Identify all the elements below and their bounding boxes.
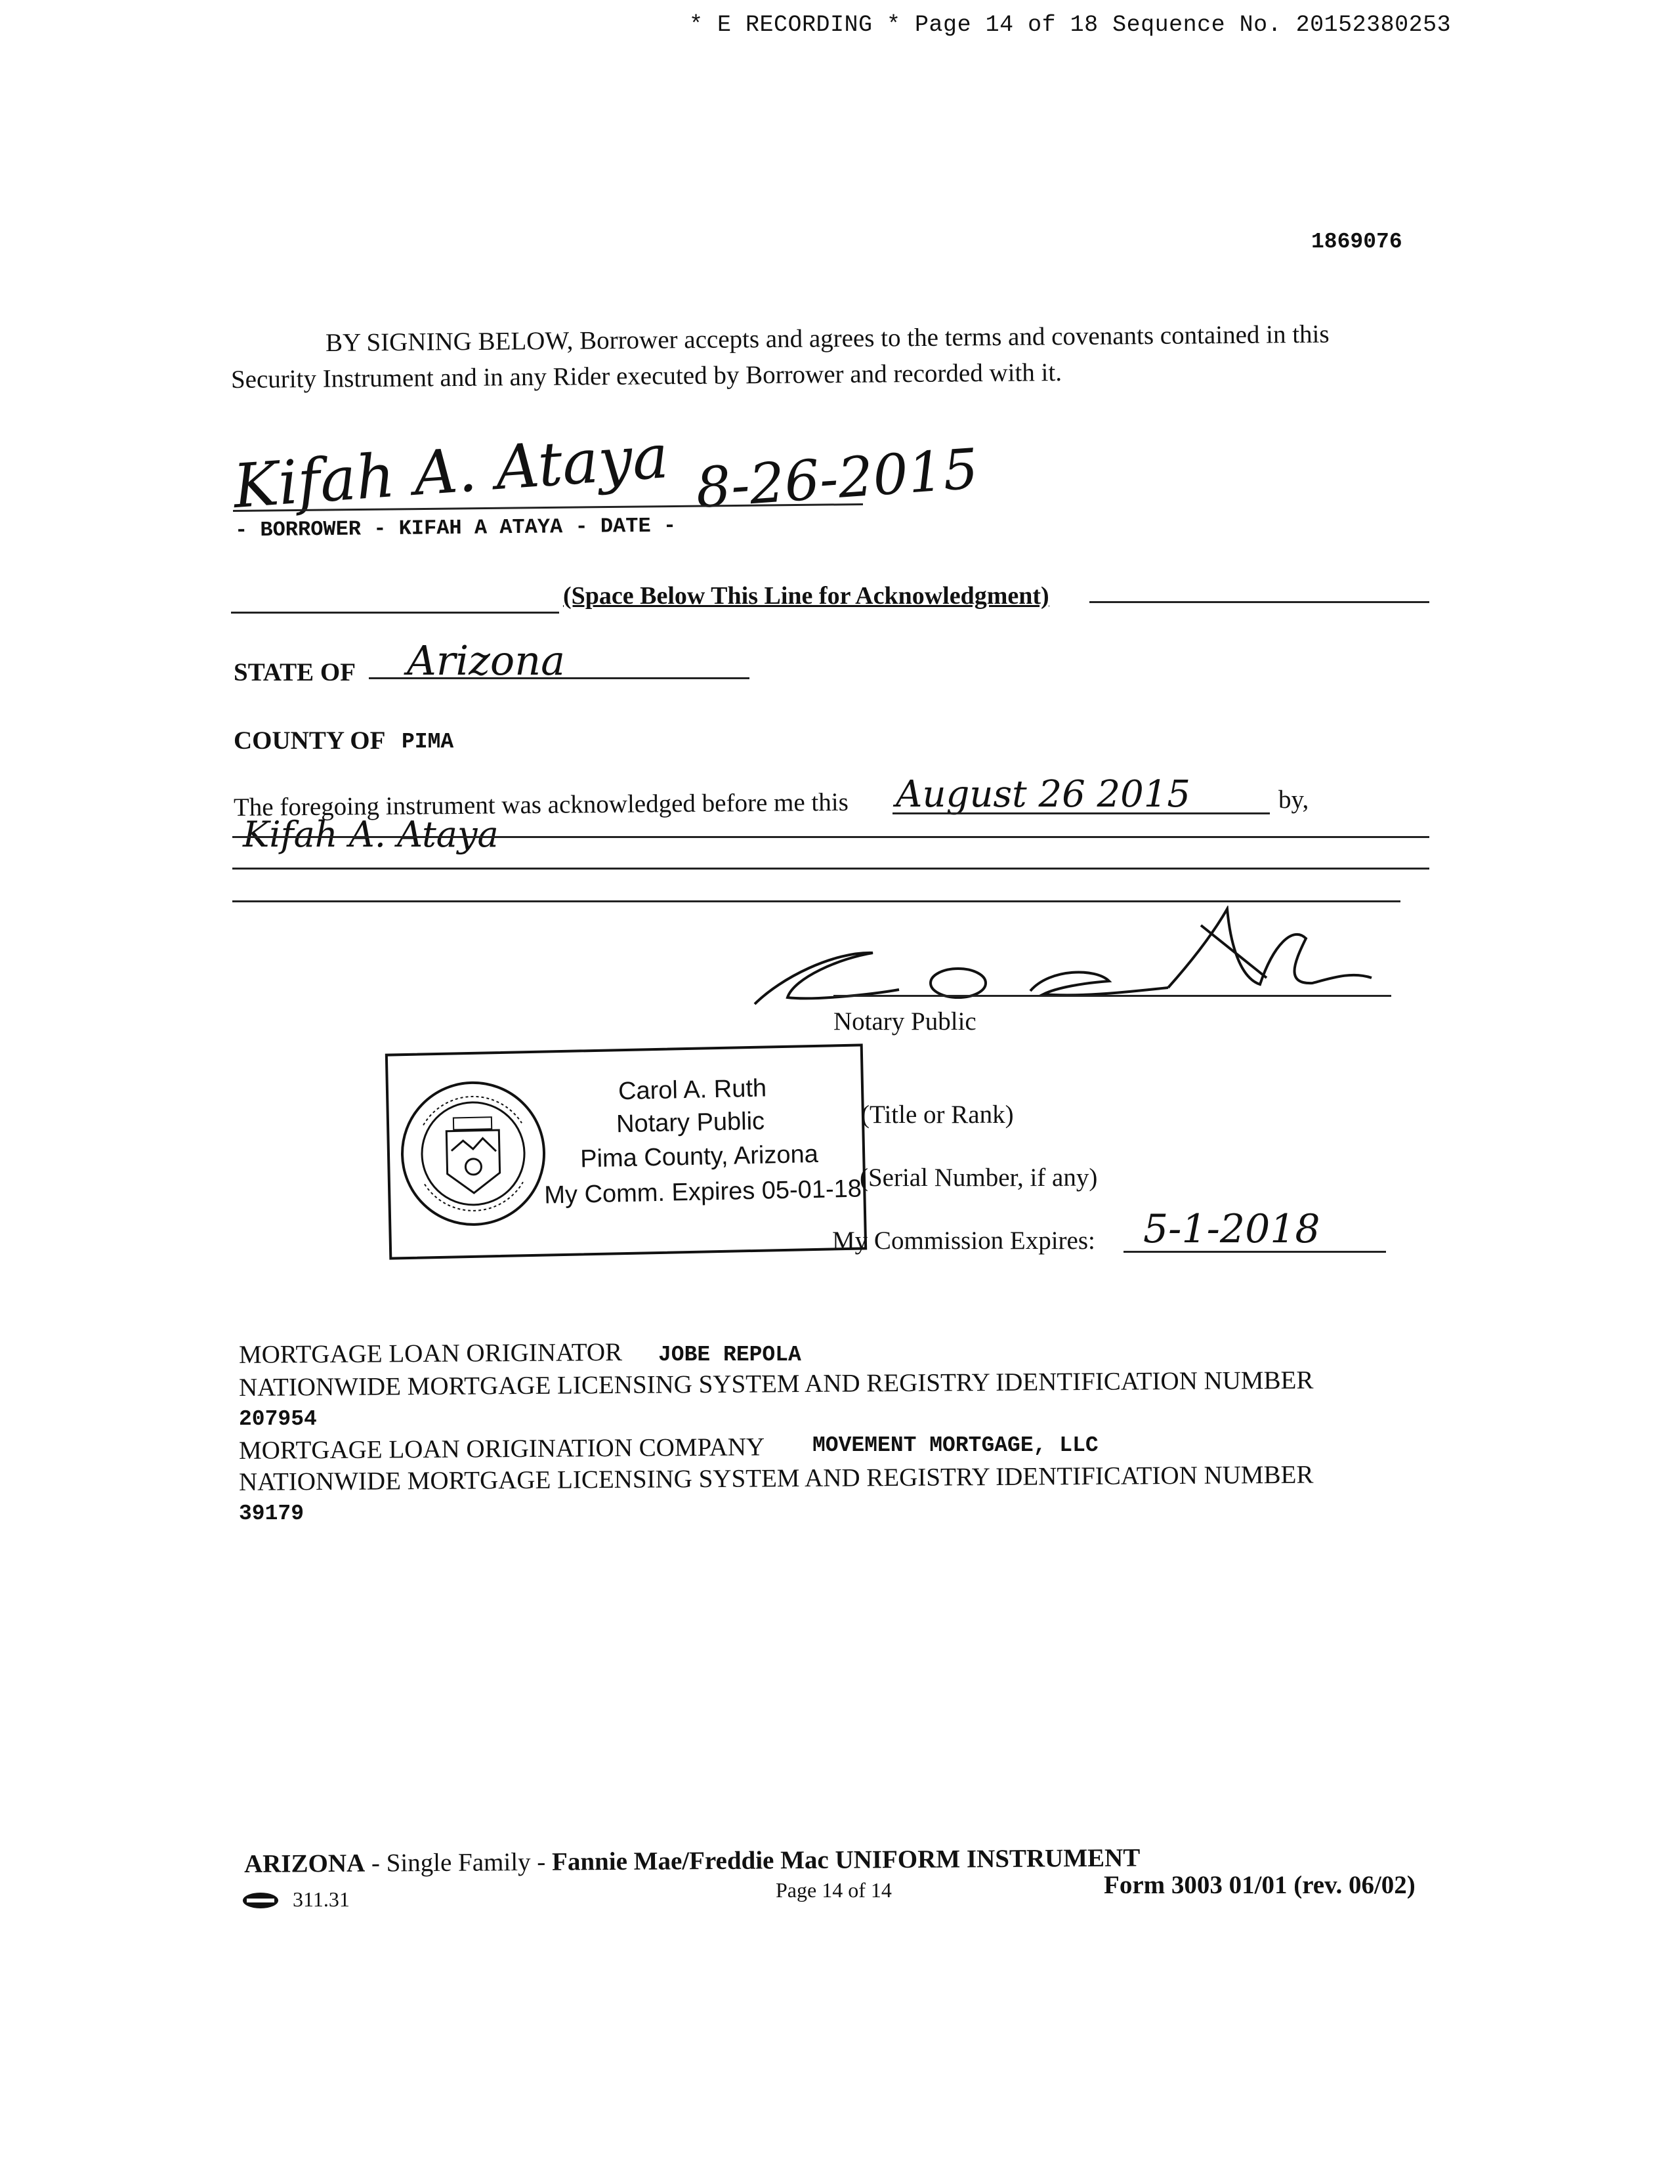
signature-caption: - BORROWER - KIFAH A ATAYA - DATE - <box>234 513 677 543</box>
name-line-2 <box>232 868 1429 870</box>
stamp-county: Pima County, Arizona <box>579 1140 819 1173</box>
state-value-line <box>369 677 749 679</box>
acknowledger-name: Kifah A. Ataya <box>243 814 499 855</box>
signing-text-line1: BY SIGNING BELOW, Borrower accepts and agrees to the terms and covenants contained in this <box>325 320 1330 357</box>
company-label: MORTGAGE LOAN ORIGINATION COMPANY <box>238 1433 765 1465</box>
commission-label: My Commission Expires: <box>832 1227 1095 1255</box>
name-line-3 <box>232 900 1400 902</box>
commission-value: 5-1-2018 <box>1143 1206 1320 1252</box>
serial-label: (Serial Number, if any) <box>860 1164 1098 1192</box>
commission-line <box>1124 1251 1386 1253</box>
ack-divider-text: (Space Below This Line for Acknowledgment) <box>563 582 1049 610</box>
borrower-signed-date: 8-26-2015 <box>694 436 980 520</box>
footer-instrument: Fannie Mae/Freddie Mac UNIFORM INSTRUMENT <box>551 1843 1141 1876</box>
footer-page: Page 14 of 14 <box>776 1878 892 1902</box>
arizona-seal-icon <box>396 1076 551 1230</box>
notary-stamp <box>385 1043 867 1259</box>
ack-divider-left <box>231 612 559 614</box>
stamp-expires: My Comm. Expires 05-01-18 <box>543 1175 862 1209</box>
by-label: by, <box>1278 786 1309 814</box>
state-value: Arizona <box>407 637 566 684</box>
name-line-1 <box>232 836 1429 838</box>
state-label: STATE OF <box>234 658 356 686</box>
nmls-label-2: NATIONWIDE MORTGAGE LICENSING SYSTEM AND REGISTRY IDENTIFICATION NUMBER <box>238 1460 1314 1496</box>
signing-text-line2: Security Instrument and in any Rider executed by Borrower and recorded with it. <box>230 358 1062 394</box>
mlo-id: 207954 <box>239 1407 317 1431</box>
form-publisher-logo-icon <box>242 1891 280 1910</box>
recording-header: * E RECORDING * Page 14 of 18 Sequence No. 20152380253 <box>689 12 1452 38</box>
footer-single-family: - Single Family - <box>365 1847 553 1878</box>
stamp-title: Notary Public <box>616 1107 765 1139</box>
borrower-signature: Kifah A. Ataya <box>231 421 671 522</box>
footer-instrument-line <box>244 1843 1141 1879</box>
nmls-label-1: NATIONWIDE MORTGAGE LICENSING SYSTEM AND REGISTRY IDENTIFICATION NUMBER <box>238 1366 1314 1402</box>
footer-code: 311.31 <box>293 1887 350 1911</box>
notary-line <box>833 995 1391 997</box>
loan-number: 1869076 <box>1311 230 1402 254</box>
ack-date-line <box>892 812 1270 814</box>
company-id: 39179 <box>239 1502 304 1526</box>
county-value: PIMA <box>402 730 454 754</box>
stamp-name: Carol A. Ruth <box>618 1074 767 1106</box>
mlo-label: MORTGAGE LOAN ORIGINATOR <box>238 1337 623 1369</box>
ack-divider-right <box>1089 601 1429 603</box>
company-name: MOVEMENT MORTGAGE, LLC <box>812 1433 1099 1458</box>
footer-form: Form 3003 01/01 (rev. 06/02) <box>1104 1871 1416 1899</box>
foregoing-text: The foregoing instrument was acknowledged before me this <box>233 788 849 822</box>
footer-state: ARIZONA <box>243 1849 366 1878</box>
title-rank-label: (Title or Rank) <box>861 1101 1014 1129</box>
notary-public-label: Notary Public <box>833 1007 976 1036</box>
county-label: COUNTY OF <box>234 726 386 755</box>
ack-date: August 26 2015 <box>896 773 1191 816</box>
mlo-name: JOBE REPOLA <box>658 1343 801 1367</box>
